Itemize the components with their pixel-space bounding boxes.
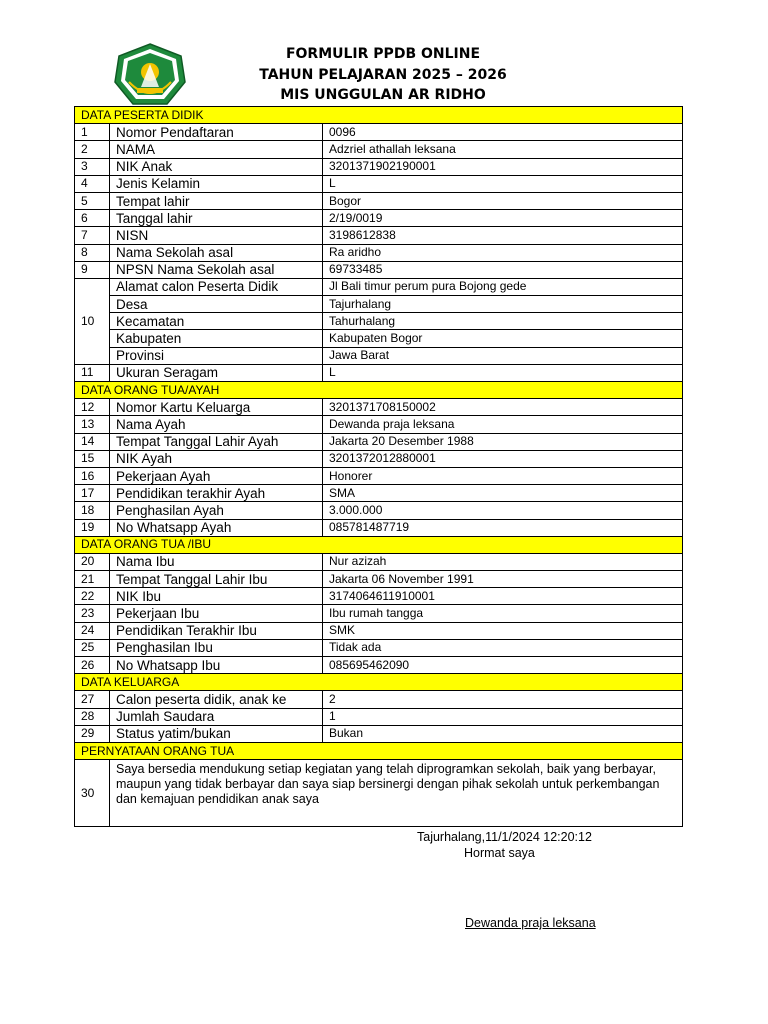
registration-table: [74, 106, 683, 827]
field-value: 3174064611910001: [323, 588, 683, 605]
field-value: Ibu rumah tangga: [323, 605, 683, 622]
field-value: Kabupaten Bogor: [323, 330, 683, 347]
row-number: 8: [75, 244, 110, 261]
row-number: 15: [75, 450, 110, 467]
parent-statement: Saya bersedia mendukung setiap kegiatan yang telah diprogramkan sekolah, baik yang berbayar, maupun yang tidak berbayar dan saya siap bersinergi dengan pihak sekolah untuk perkembangan dan kemajuan pendidikan anak saya: [110, 760, 683, 827]
field-value: Jl Bali timur perum pura Bojong gede: [323, 278, 683, 295]
row-number: 2: [75, 141, 110, 158]
field-value: Honorer: [323, 467, 683, 484]
section-title: DATA ORANG TUA/AYAH: [75, 382, 683, 399]
field-value: 085695462090: [323, 657, 683, 674]
table-row: [75, 433, 683, 450]
field-value: Jakarta 06 November 1991: [323, 571, 683, 588]
school-logo-icon: [113, 42, 187, 108]
field-label: Kabupaten: [110, 330, 323, 347]
field-value: 0096: [323, 124, 683, 141]
table-row: [75, 261, 683, 278]
field-label: Nama Ibu: [110, 553, 323, 570]
row-number: 3: [75, 158, 110, 175]
table-row: [75, 278, 683, 295]
field-label: Tempat lahir: [110, 192, 323, 209]
field-value: SMA: [323, 485, 683, 502]
field-value: Jawa Barat: [323, 347, 683, 364]
section-title: DATA KELUARGA: [75, 674, 683, 691]
table-row: [75, 588, 683, 605]
section-header-keluarga: [75, 674, 683, 691]
field-label: Status yatim/bukan: [110, 725, 323, 742]
field-value: Bukan: [323, 725, 683, 742]
table-row: [75, 485, 683, 502]
field-value: L: [323, 175, 683, 192]
table-row: [75, 227, 683, 244]
section-header-peserta: [75, 107, 683, 124]
row-number: 27: [75, 691, 110, 708]
section-title: DATA PESERTA DIDIK: [75, 107, 683, 124]
field-value: Bogor: [323, 192, 683, 209]
table-row: [75, 330, 683, 347]
field-value: Tajurhalang: [323, 296, 683, 313]
school-name: MIS UNGGULAN AR RIDHO: [280, 87, 486, 103]
field-label: NIK Ibu: [110, 588, 323, 605]
field-value: 69733485: [323, 261, 683, 278]
table-row: [75, 347, 683, 364]
row-number: 16: [75, 467, 110, 484]
field-value: SMK: [323, 622, 683, 639]
field-label: Desa: [110, 296, 323, 313]
table-row: [75, 124, 683, 141]
field-label: Penghasilan Ibu: [110, 639, 323, 656]
table-row: [75, 192, 683, 209]
field-label: NIK Anak: [110, 158, 323, 175]
place-date: Tajurhalang,11/1/2024 12:20:12: [417, 830, 592, 844]
field-label: No Whatsapp Ayah: [110, 519, 323, 536]
table-row: [75, 296, 683, 313]
section-title: DATA ORANG TUA /IBU: [75, 536, 683, 553]
academic-year: TAHUN PELAJARAN 2025 – 2026: [259, 66, 507, 83]
field-label: Jenis Kelamin: [110, 175, 323, 192]
section-header-pernyataan: [75, 742, 683, 759]
table-row: [75, 141, 683, 158]
field-label: Pendidikan terakhir Ayah: [110, 485, 323, 502]
field-label: Tempat Tanggal Lahir Ibu: [110, 571, 323, 588]
section-title: PERNYATAAN ORANG TUA: [75, 742, 683, 759]
row-number: 12: [75, 399, 110, 416]
row-number: 24: [75, 622, 110, 639]
field-label: Kecamatan: [110, 313, 323, 330]
table-row: [75, 691, 683, 708]
form-header: [200, 44, 566, 106]
table-row: [75, 657, 683, 674]
field-label: NPSN Nama Sekolah asal: [110, 261, 323, 278]
form-title: FORMULIR PPDB ONLINE: [285, 46, 481, 62]
field-value: Ra aridho: [323, 244, 683, 261]
field-value: 1: [323, 708, 683, 725]
table-row: [75, 175, 683, 192]
table-row: [75, 450, 683, 467]
row-number: 10: [75, 278, 110, 364]
table-row: [75, 364, 683, 381]
field-value: Tahurhalang: [323, 313, 683, 330]
table-row: [75, 210, 683, 227]
row-number: 7: [75, 227, 110, 244]
field-value: Adzriel athallah leksana: [323, 141, 683, 158]
row-number: 1: [75, 124, 110, 141]
field-label: Pendidikan Terakhir Ibu: [110, 622, 323, 639]
field-value: L: [323, 364, 683, 381]
field-label: Tempat Tanggal Lahir Ayah: [110, 433, 323, 450]
field-label: Alamat calon Peserta Didik: [110, 278, 323, 295]
field-value: 3201371708150002: [323, 399, 683, 416]
field-value: 3201372012880001: [323, 450, 683, 467]
field-value: Tidak ada: [323, 639, 683, 656]
table-row: [75, 158, 683, 175]
field-label: NAMA: [110, 141, 323, 158]
field-value: 085781487719: [323, 519, 683, 536]
row-number: 29: [75, 725, 110, 742]
row-number: 30: [75, 760, 110, 827]
field-value: Dewanda praja leksana: [323, 416, 683, 433]
statement-row: [75, 760, 683, 827]
row-number: 21: [75, 571, 110, 588]
field-label: No Whatsapp Ibu: [110, 657, 323, 674]
signature-name: Dewanda praja leksana: [465, 916, 596, 930]
table-row: [75, 399, 683, 416]
row-number: 28: [75, 708, 110, 725]
table-row: [75, 244, 683, 261]
row-number: 17: [75, 485, 110, 502]
row-number: 11: [75, 364, 110, 381]
field-label: Nama Sekolah asal: [110, 244, 323, 261]
section-header-ibu: [75, 536, 683, 553]
row-number: 6: [75, 210, 110, 227]
table-row: [75, 725, 683, 742]
table-row: [75, 571, 683, 588]
table-row: [75, 605, 683, 622]
table-row: [75, 708, 683, 725]
table-row: [75, 553, 683, 570]
table-row: [75, 416, 683, 433]
field-value: Nur azizah: [323, 553, 683, 570]
row-number: 4: [75, 175, 110, 192]
section-header-ayah: [75, 382, 683, 399]
field-label: Calon peserta didik, anak ke: [110, 691, 323, 708]
table-row: [75, 519, 683, 536]
closing-text: Hormat saya: [464, 846, 535, 860]
field-label: Tanggal lahir: [110, 210, 323, 227]
field-value: 3198612838: [323, 227, 683, 244]
table-row: [75, 467, 683, 484]
field-label: Nama Ayah: [110, 416, 323, 433]
field-value: 3.000.000: [323, 502, 683, 519]
field-label: Jumlah Saudara: [110, 708, 323, 725]
field-value: 2/19/0019: [323, 210, 683, 227]
table-row: [75, 313, 683, 330]
row-number: 26: [75, 657, 110, 674]
field-label: Penghasilan Ayah: [110, 502, 323, 519]
row-number: 18: [75, 502, 110, 519]
row-number: 19: [75, 519, 110, 536]
field-value: Jakarta 20 Desember 1988: [323, 433, 683, 450]
row-number: 5: [75, 192, 110, 209]
field-label: NIK Ayah: [110, 450, 323, 467]
field-label: Provinsi: [110, 347, 323, 364]
row-number: 13: [75, 416, 110, 433]
row-number: 25: [75, 639, 110, 656]
row-number: 20: [75, 553, 110, 570]
field-value: 3201371902190001: [323, 158, 683, 175]
field-label: Pekerjaan Ayah: [110, 467, 323, 484]
field-label: Nomor Kartu Keluarga: [110, 399, 323, 416]
table-row: [75, 622, 683, 639]
row-number: 9: [75, 261, 110, 278]
row-number: 14: [75, 433, 110, 450]
field-value: 2: [323, 691, 683, 708]
field-label: Ukuran Seragam: [110, 364, 323, 381]
table-row: [75, 502, 683, 519]
row-number: 22: [75, 588, 110, 605]
field-label: Nomor Pendaftaran: [110, 124, 323, 141]
table-row: [75, 639, 683, 656]
row-number: 23: [75, 605, 110, 622]
field-label: Pekerjaan Ibu: [110, 605, 323, 622]
field-label: NISN: [110, 227, 323, 244]
